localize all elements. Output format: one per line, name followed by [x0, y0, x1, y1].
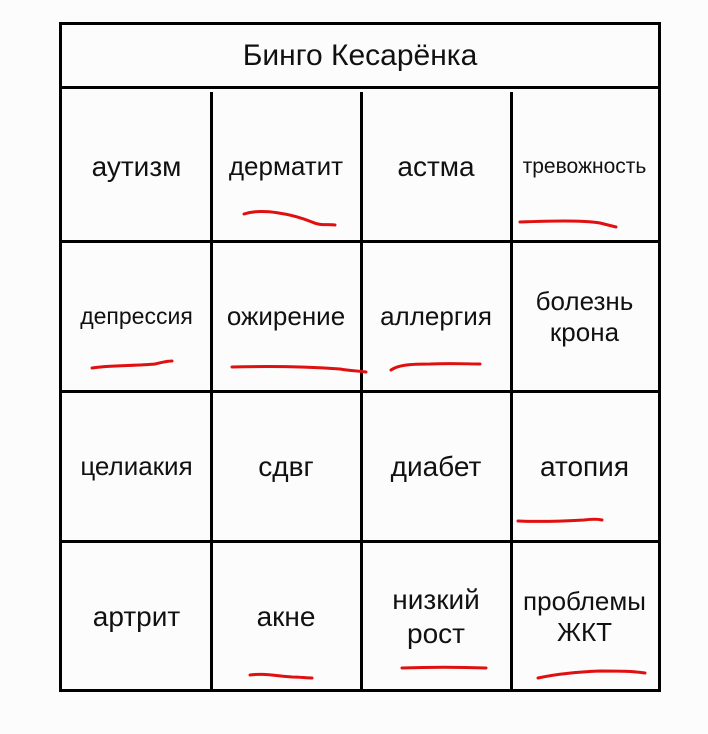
bingo-grid	[62, 92, 658, 692]
cell-r2-c0[interactable]: целиакия	[80, 451, 193, 482]
cell-r0-c1[interactable]: дерматит	[228, 151, 344, 182]
bingo-title: Бинго Кесарёнка	[62, 25, 658, 89]
cell-r1-c2[interactable]: аллергия	[380, 301, 492, 332]
cell-r1-c1[interactable]: ожирение	[226, 301, 346, 332]
cell-r0-c0[interactable]: аутизм	[91, 151, 182, 183]
cell-r3-c0[interactable]: артрит	[92, 601, 181, 633]
grid-line-horizontal	[62, 240, 658, 243]
cell-r0-c2[interactable]: астма	[397, 151, 475, 183]
cell-r3-c2[interactable]: низкий рост	[392, 584, 480, 649]
cell-r2-c3[interactable]: атопия	[539, 451, 629, 483]
cell-r1-c0[interactable]: депрессия	[80, 303, 193, 330]
cell-r3-c1[interactable]: акне	[256, 601, 316, 633]
grid-line-horizontal	[62, 540, 658, 543]
cell-r1-c3[interactable]: болезнь крона	[535, 285, 634, 347]
cell-r0-c3[interactable]: тревожность	[522, 155, 647, 179]
cell-r3-c3[interactable]: проблемы ЖКТ	[523, 585, 646, 647]
grid-line-horizontal	[62, 390, 658, 393]
cell-r2-c2[interactable]: диабет	[390, 451, 482, 483]
bingo-card	[59, 22, 661, 692]
cell-r2-c1[interactable]: сдвг	[258, 451, 314, 483]
